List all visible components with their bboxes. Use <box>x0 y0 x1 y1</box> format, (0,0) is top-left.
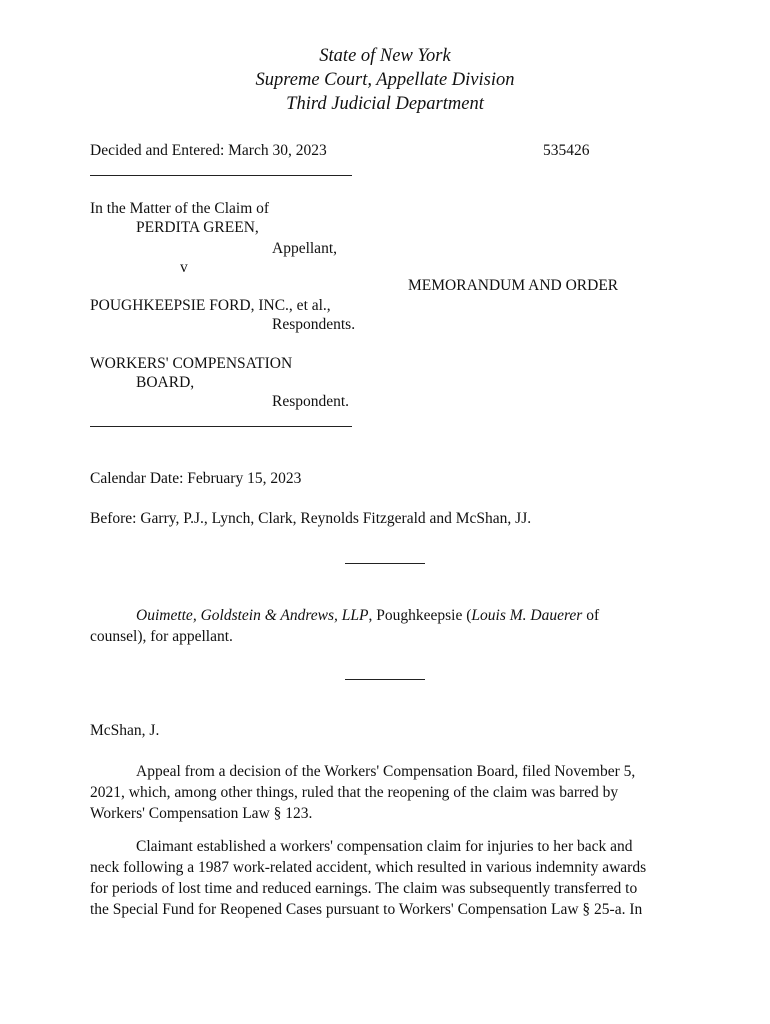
court-header-court: Supreme Court, Appellate Division <box>255 70 515 90</box>
caption-respondent-board-role: Respondent. <box>272 393 350 410</box>
counsel-of: of <box>582 607 600 624</box>
opinion-author: McShan, J. <box>90 722 160 739</box>
panel-before: Before: Garry, P.J., Lynch, Clark, Reynolds Fitzgerald and McShan, JJ. <box>90 510 532 527</box>
counsel-attorney: Louis M. Dauerer <box>471 607 583 624</box>
counsel-paragraph <box>90 605 672 647</box>
caption-top-rule <box>90 175 352 176</box>
caption-respondent-board-line2: BOARD, <box>136 374 195 391</box>
caption-intro: In the Matter of the Claim of <box>90 200 270 217</box>
section-divider-2 <box>345 679 425 680</box>
docket-number: 535426 <box>543 142 590 159</box>
decided-entered-date: Decided and Entered: March 30, 2023 <box>90 142 327 159</box>
caption-versus: v <box>180 259 188 276</box>
court-header <box>0 44 770 116</box>
section-divider-1 <box>345 563 425 564</box>
court-header-state: State of New York <box>319 46 451 66</box>
para2-line2: neck following a 1987 work-related accident, which resulted in various indemnity awards <box>90 859 647 876</box>
counsel-firm: Ouimette, Goldstein & Andrews, LLP <box>136 607 369 624</box>
para2-line4: the Special Fund for Reopened Cases pursuant to Workers' Compensation Law § 25-a. In <box>90 901 643 918</box>
para1-line1: Appeal from a decision of the Workers' Compensation Board, filed November 5, <box>136 763 636 780</box>
caption-respondent-ford: POUGHKEEPSIE FORD, INC., et al., <box>90 297 331 314</box>
caption-respondent-board-line1: WORKERS' COMPENSATION <box>90 355 293 372</box>
para2-line1: Claimant established a workers' compensation claim for injuries to her back and <box>136 838 633 855</box>
counsel-line2: counsel), for appellant. <box>90 628 233 645</box>
para1-line3: Workers' Compensation Law § 123. <box>90 805 313 822</box>
para1-line2: 2021, which, among other things, ruled that the reopening of the claim was barred by <box>90 784 619 801</box>
caption-bottom-rule <box>90 426 352 427</box>
caption-claimant: PERDITA GREEN, <box>136 219 259 236</box>
caption-respondent-ford-role: Respondents. <box>272 316 356 333</box>
caption-claimant-role: Appellant, <box>272 240 337 257</box>
document-type: MEMORANDUM AND ORDER <box>408 277 619 294</box>
calendar-date: Calendar Date: February 15, 2023 <box>90 470 302 487</box>
counsel-city: , Poughkeepsie ( <box>368 607 472 624</box>
opinion-paragraph-1 <box>90 761 672 824</box>
opinion-paragraph-2 <box>90 836 672 920</box>
para2-line3: for periods of lost time and reduced earnings. The claim was subsequently transferred to <box>90 880 638 897</box>
court-header-department: Third Judicial Department <box>286 94 484 114</box>
